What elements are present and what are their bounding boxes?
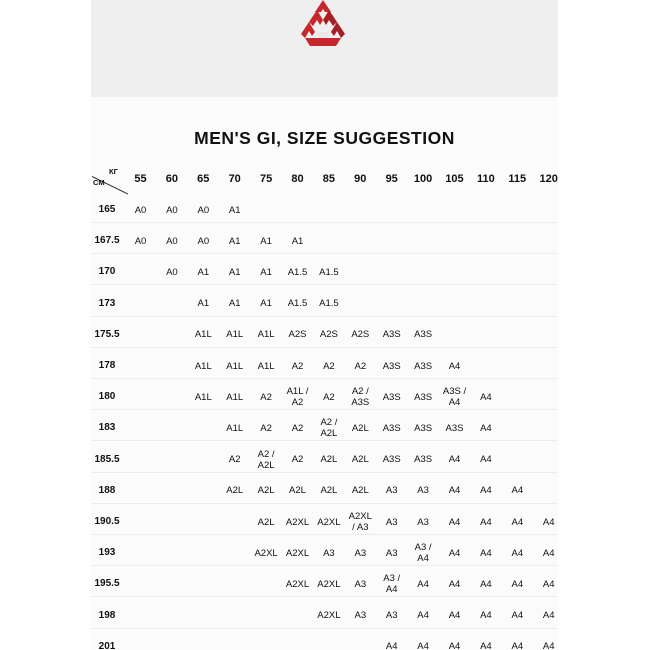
size-cell: A0 — [134, 204, 147, 216]
size-cell: A4 — [480, 485, 492, 497]
weight-column-header: 100 — [413, 173, 433, 185]
height-row-label: 190.5 — [94, 516, 120, 527]
size-cell: A2 — [260, 422, 272, 434]
size-cell: A4 — [480, 547, 492, 559]
size-cell: A4 — [480, 454, 492, 466]
weight-column-header: 120 — [539, 173, 558, 185]
size-cell: A2XL — [285, 516, 310, 528]
size-cell: A4 — [480, 578, 492, 590]
weight-column-header: 75 — [259, 173, 273, 185]
size-cell: A4 — [448, 454, 461, 466]
weight-column-header: 60 — [165, 173, 179, 185]
size-cell: A4 — [480, 516, 492, 528]
size-chart-sheet — [91, 0, 558, 650]
size-cell: A2L — [320, 485, 338, 497]
weight-column-header: 110 — [477, 173, 495, 185]
height-row-label: 173 — [98, 297, 116, 309]
size-cell: A2L — [351, 422, 369, 434]
size-cell: A2L — [289, 485, 306, 497]
height-row-label: 167.5 — [94, 235, 120, 247]
size-cell: A4 — [511, 547, 524, 559]
size-cell: A4 — [448, 485, 461, 497]
size-cell: A4 — [511, 516, 524, 528]
size-cell: A2XL — [285, 547, 310, 559]
height-row-label: 170 — [98, 266, 116, 278]
size-cell: A2XL — [254, 547, 278, 559]
size-cell: A3 — [417, 485, 429, 497]
size-cell: A2L — [351, 454, 369, 466]
size-cell: A2L — [257, 516, 275, 528]
size-cell: A1L — [257, 360, 275, 372]
size-cell: A3S — [414, 329, 433, 341]
size-cell: A0 — [197, 235, 210, 247]
size-cell: A2 — [291, 454, 304, 466]
size-cell: A1 — [260, 235, 272, 247]
size-cell: A3 — [385, 485, 398, 497]
size-cell: A3 / A4 — [414, 542, 432, 565]
size-cell: A1L — [226, 360, 244, 372]
height-row-label: 183 — [98, 422, 116, 434]
size-cell: A1L — [226, 329, 244, 341]
size-cell: A4 — [511, 578, 524, 590]
row-divider — [91, 222, 558, 223]
size-cell: A2 — [260, 391, 272, 403]
size-cell: A2XL / A3 — [348, 511, 372, 533]
size-cell: A4 — [542, 547, 555, 559]
size-cell: A3S — [382, 360, 401, 372]
size-cell: A1 — [260, 266, 272, 278]
size-cell: A0 — [166, 266, 178, 278]
size-cell: A3S — [382, 391, 401, 403]
size-cell: A2 / A3S — [351, 386, 370, 409]
size-cell: A1.5 — [319, 298, 339, 310]
size-cell: A2 / A2L — [257, 448, 275, 471]
row-divider — [91, 440, 558, 441]
height-unit-label: СМ — [93, 178, 105, 187]
size-cell: A1L — [194, 391, 212, 403]
weight-column-header: 85 — [322, 173, 336, 185]
size-cell: A3S — [414, 454, 433, 466]
triangle-knot-logo — [295, 0, 351, 48]
weight-unit-label: КГ — [109, 167, 118, 176]
size-cell: A1 — [228, 204, 241, 216]
size-cell: A4 — [480, 391, 492, 403]
size-cell: A0 — [134, 235, 147, 247]
size-cell: A3 — [354, 547, 367, 559]
size-cell: A4 — [448, 578, 461, 590]
header-banner — [91, 0, 558, 97]
weight-column-header: 70 — [228, 173, 241, 185]
size-cell: A2S — [288, 329, 307, 341]
size-cell: A4 — [448, 641, 461, 650]
size-cell: A3 — [323, 547, 335, 559]
size-cell: A0 — [197, 204, 210, 216]
size-cell: A1.5 — [287, 266, 308, 278]
row-divider — [91, 503, 558, 504]
size-cell: A3S — [414, 360, 433, 372]
height-row-label: 201 — [98, 640, 116, 650]
size-cell: A1 — [228, 235, 241, 247]
row-divider — [91, 596, 558, 597]
size-cell: A2 — [323, 391, 335, 403]
size-cell: A3S — [382, 422, 401, 434]
size-cell: A1 — [228, 266, 241, 278]
size-cell: A2 / A2L — [320, 417, 338, 440]
row-divider — [91, 534, 558, 535]
size-cell: A3 — [385, 547, 398, 559]
row-divider — [91, 472, 558, 473]
size-cell: A3S — [414, 391, 433, 403]
weight-column-header: 115 — [508, 173, 527, 185]
size-cell: A3 — [354, 610, 367, 622]
size-cell: A1 — [197, 266, 210, 278]
size-cell: A1L — [226, 391, 244, 403]
size-cell: A4 — [542, 578, 555, 590]
size-cell: A1.5 — [319, 266, 339, 278]
size-cell: A4 — [448, 610, 461, 622]
size-cell: A2L — [226, 485, 244, 497]
table-corner — [91, 164, 127, 190]
size-cell: A3S — [382, 329, 401, 341]
weight-column-header: 65 — [197, 173, 210, 185]
size-cell: A3 / A4 — [383, 573, 401, 596]
size-cell: A1L / A2 — [286, 386, 309, 409]
row-divider — [91, 347, 558, 348]
size-cell: A4 — [542, 516, 555, 528]
size-cell: A4 — [542, 641, 555, 650]
size-cell: A2 — [291, 422, 304, 434]
size-cell: A1L — [257, 329, 275, 341]
size-cell: A1 — [228, 298, 241, 310]
size-cell: A3S — [414, 422, 433, 434]
row-divider — [91, 253, 558, 254]
size-cell: A4 — [448, 516, 461, 528]
size-cell: A4 — [448, 360, 461, 372]
row-divider — [91, 628, 558, 629]
size-cell: A3 — [354, 578, 367, 590]
height-row-label: 185.5 — [94, 453, 120, 465]
size-cell: A2XL — [285, 578, 310, 590]
row-divider — [91, 284, 558, 285]
size-cell: A4 — [385, 641, 398, 650]
height-row-label: 195.5 — [94, 578, 120, 590]
size-cell: A4 — [480, 610, 492, 622]
size-cell: A1 — [260, 298, 272, 310]
height-row-label: 175.5 — [94, 328, 120, 340]
size-cell: A1L — [194, 360, 212, 372]
size-cell: A3 — [385, 516, 398, 528]
size-cell: A2XL — [317, 578, 341, 590]
size-cell: A4 — [480, 422, 492, 434]
size-cell: A3 — [385, 610, 398, 622]
size-cell: A2L — [351, 485, 369, 497]
size-cell: A3 — [417, 516, 429, 528]
size-cell: A4 — [511, 610, 524, 622]
size-cell: A4 — [448, 547, 461, 559]
size-cell: A1L — [194, 329, 212, 341]
size-cell: A1L — [226, 422, 244, 434]
size-cell: A4 — [511, 485, 524, 497]
row-divider — [91, 316, 558, 317]
weight-column-header: 55 — [134, 173, 147, 185]
size-cell: A2XL — [317, 610, 341, 622]
height-row-label: 198 — [98, 609, 116, 621]
size-cell: A2L — [257, 485, 275, 497]
size-cell: A4 — [480, 641, 492, 650]
size-cell: A2L — [320, 454, 338, 466]
size-cell: A3S — [445, 422, 464, 434]
size-cell: A4 — [417, 641, 429, 650]
size-cell: A1 — [291, 235, 304, 247]
height-row-label: 180 — [98, 391, 116, 403]
height-row-label: 165 — [98, 204, 116, 215]
size-cell: A0 — [166, 204, 178, 216]
size-cell: A4 — [542, 610, 555, 622]
height-row-label: 188 — [98, 484, 116, 496]
size-cell: A2XL — [317, 516, 341, 528]
size-cell: A4 — [511, 641, 524, 650]
height-row-label: 193 — [98, 547, 116, 559]
size-cell: A3S / A4 — [442, 386, 467, 409]
size-cell: A3S — [382, 454, 401, 466]
size-cell: A0 — [166, 235, 178, 247]
size-cell: A2S — [319, 329, 338, 341]
row-divider — [91, 378, 558, 379]
page-title: MEN'S GI, SIZE SUGGESTION — [194, 128, 455, 148]
row-divider — [91, 409, 558, 410]
size-cell: A2 — [228, 454, 241, 466]
size-cell: A4 — [417, 578, 429, 590]
weight-column-header: 95 — [385, 173, 398, 185]
weight-column-header: 90 — [354, 173, 367, 185]
height-row-label: 178 — [98, 360, 116, 371]
row-divider — [91, 565, 558, 566]
weight-column-header: 105 — [445, 173, 464, 185]
size-cell: A2S — [351, 329, 370, 341]
weight-column-header: 80 — [291, 173, 304, 185]
size-cell: A2 — [323, 360, 335, 372]
size-cell: A1 — [197, 298, 210, 310]
size-cell: A2 — [354, 360, 367, 372]
size-cell: A4 — [417, 610, 429, 622]
size-cell: A2 — [291, 360, 304, 372]
size-cell: A1.5 — [287, 298, 308, 310]
